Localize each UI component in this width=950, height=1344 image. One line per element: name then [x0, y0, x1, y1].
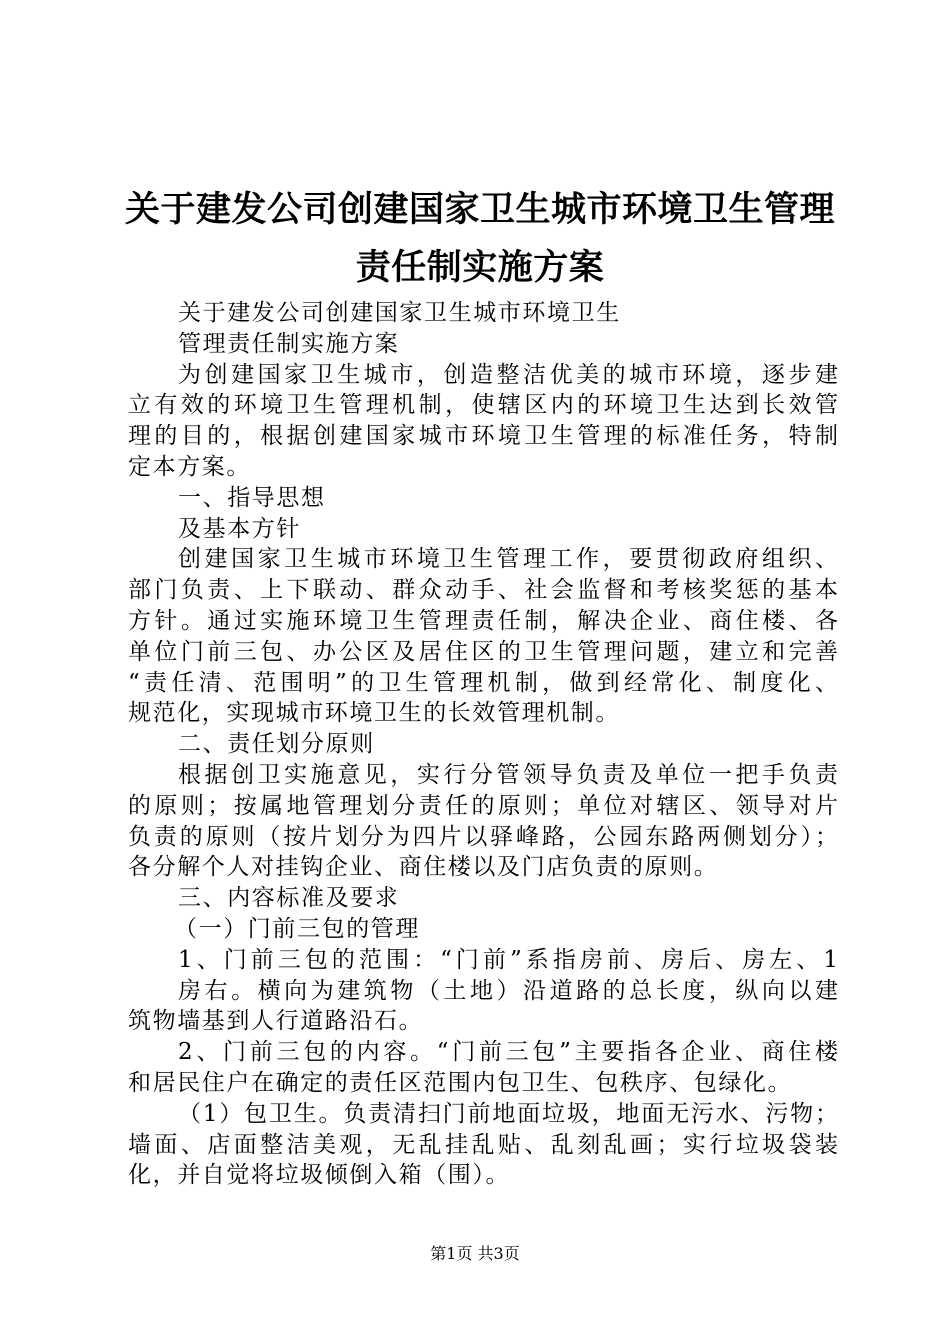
paragraph-line: 墙面、店面整洁美观，无乱挂乱贴、乱刻乱画；实行垃圾袋装 — [128, 1131, 838, 1158]
subtitle-line: 管理责任制实施方案 — [178, 330, 400, 357]
subtitle-line: 关于建发公司创建国家卫生城市环境卫生 — [178, 300, 621, 326]
document-body — [128, 298, 838, 1191]
paragraph-line: 的原则；按属地管理划分责任的原则；单位对辖区、领导对片 — [128, 792, 838, 819]
paragraph-line: （1）包卫生。负责清扫门前地面垃圾，地面无污水、污物； — [178, 1100, 838, 1127]
paragraph-line: 方针。通过实施环境卫生管理责任制，解决企业、商住楼、各 — [128, 607, 838, 634]
paragraph-line: 创建国家卫生城市环境卫生管理工作，要贯彻政府组织、 — [178, 546, 838, 573]
paragraph-line: 化，并自觉将垃圾倾倒入箱（围）。 — [128, 1162, 511, 1189]
section-heading: 二、责任划分原则 — [178, 731, 375, 758]
paragraph-line: “责任清、范围明”的卫生管理机制，做到经常化、制度化、 — [128, 669, 838, 696]
paragraph-line: 负责的原则（按片划分为四片以驿峰路，公园东路两侧划分）； — [128, 823, 838, 850]
section-heading: 及基本方针 — [178, 515, 301, 542]
paragraph-line: 规范化，实现城市环境卫生的长效管理机制。 — [128, 700, 620, 727]
paragraph-line: 房右。横向为建筑物（土地）沿道路的总长度，纵向以建 — [178, 977, 838, 1004]
document-title-line-2: 责任制实施方案 — [355, 247, 605, 288]
section-heading: 三、内容标准及要求 — [178, 885, 400, 912]
paragraph-line: 理的目的，根据创建国家城市环境卫生管理的标准任务，特制 — [128, 423, 838, 450]
paragraph-line: 定本方案。 — [128, 453, 251, 480]
paragraph-line: 根据创卫实施意见，实行分管领导负责及单位一把手负责 — [178, 761, 838, 788]
page-footer: 第1页 共3页 — [430, 1244, 520, 1263]
document-title-line-1: 关于建发公司创建国家卫生城市环境卫生管理 — [124, 189, 835, 230]
section-heading: 一、指导思想 — [178, 484, 326, 511]
paragraph-line: 和居民住户在确定的责任区范围内包卫生、包秩序、包绿化。 — [128, 1069, 793, 1096]
paragraph-line: 各分解个人对挂钩企业、商住楼以及门店负责的原则。 — [128, 854, 719, 881]
paragraph-line: 立有效的环境卫生管理机制，使辖区内的环境卫生达到长效管 — [128, 392, 838, 419]
paragraph-line: 筑物墙基到人行道路沿石。 — [128, 1008, 424, 1035]
paragraph-line: 1、门前三包的范围：“门前”系指房前、房后、房左、1 — [178, 946, 838, 973]
subsection-heading: （一）门前三包的管理 — [174, 915, 420, 942]
paragraph-line: 2、门前三包的内容。“门前三包”主要指各企业、商住楼 — [178, 1039, 838, 1066]
paragraph-line: 部门负责、上下联动、群众动手、社会监督和考核奖惩的基本 — [128, 577, 838, 604]
paragraph-line: 单位门前三包、办公区及居住区的卫生管理问题，建立和完善 — [128, 638, 838, 665]
paragraph-line: 为创建国家卫生城市，创造整洁优美的城市环境，逐步建 — [178, 361, 838, 388]
